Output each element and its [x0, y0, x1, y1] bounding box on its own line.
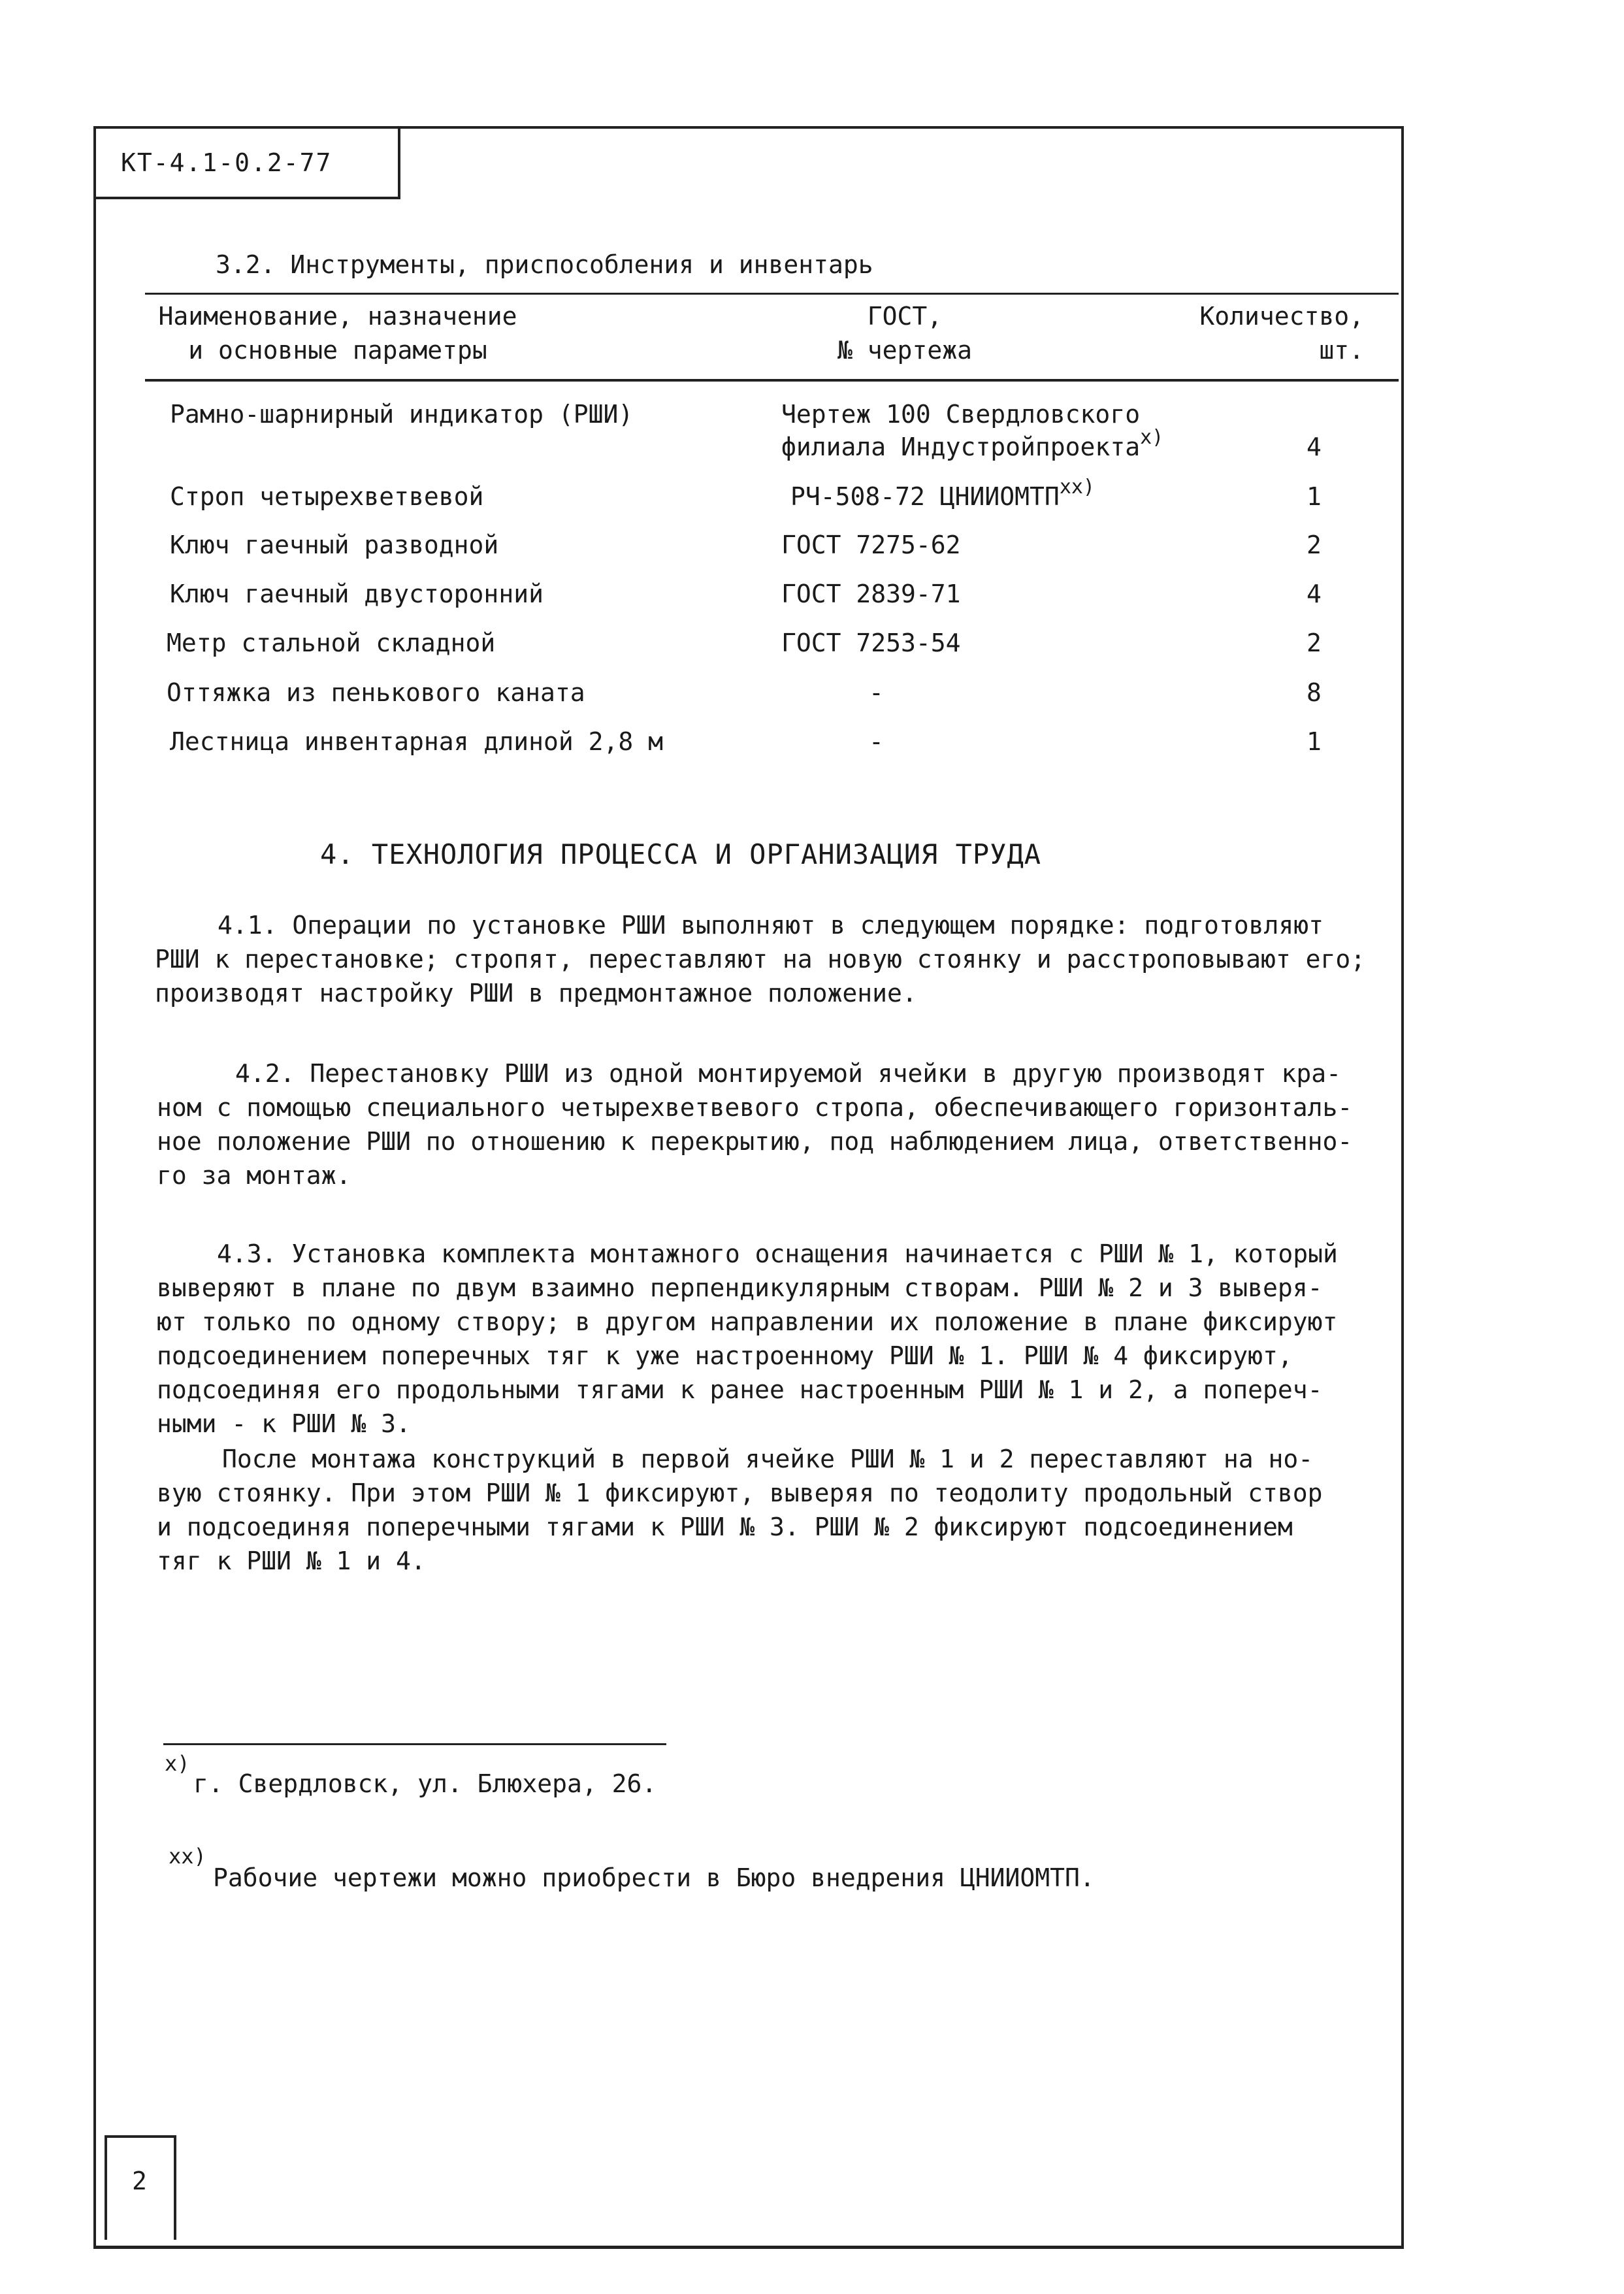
- row-qty: 4: [1307, 580, 1322, 608]
- header-name-line2: и основные параметры: [188, 336, 487, 365]
- table-header-rule: [145, 379, 1399, 382]
- header-qty-line1: Количество,: [1199, 302, 1364, 331]
- text-line: го за монтаж.: [157, 1161, 351, 1190]
- text-line: РШИ к перестановке; стропят, переставляют на новую стоянку и расстроповывают его;: [155, 945, 1366, 974]
- text-line: 4.1. Операции по установке РШИ выполняют в следующем порядке: подготовляют: [218, 911, 1324, 940]
- row-name: Ключ гаечный двусторонний: [170, 580, 544, 608]
- text-line: подсоединяя его продольными тягами к ранее настроенным РШИ № 1 и 2, а попереч-: [157, 1375, 1323, 1404]
- text-line: выверяют в плане по двум взаимно перпендикулярным створам. РШИ № 2 и 3 выверя-: [157, 1273, 1323, 1302]
- text-line: подсоединением поперечных тяг к уже настроенному РШИ № 1. РШИ № 4 фиксируют,: [157, 1341, 1293, 1370]
- row-gost: ГОСТ 7253-54: [781, 629, 961, 657]
- row-name: Оттяжка из пенькового каната: [167, 678, 585, 707]
- row-name: Строп четырехветвевой: [170, 482, 484, 511]
- text-line: и подсоединяя поперечными тягами к РШИ № 3. РШИ № 2 фиксируют подсоединением: [157, 1513, 1293, 1541]
- text-line: ными - к РШИ № 3.: [157, 1409, 411, 1438]
- text-line: 4.2. Перестановку РШИ из одной монтируемой ячейки в другую производят кра-: [235, 1059, 1341, 1088]
- header-qty-line2: шт.: [1319, 336, 1364, 365]
- document-code-box: КТ-4.1-0.2-77: [93, 126, 400, 199]
- row-gost: ГОСТ 7275-62: [781, 531, 961, 559]
- row-name: Рамно-шарнирный индикатор (РШИ): [170, 400, 634, 429]
- table-top-rule: [145, 293, 1399, 295]
- row-name: Метр стальной складной: [167, 629, 496, 657]
- page-number-box: 2: [105, 2135, 176, 2240]
- row-qty: 2: [1307, 629, 1322, 657]
- section-4-heading: 4. ТЕХНОЛОГИЯ ПРОЦЕССА И ОРГАНИЗАЦИЯ ТРУДА: [320, 838, 1042, 870]
- footnote-1-mark: x): [165, 1751, 190, 1776]
- footnote-ref-xx: xx): [1059, 476, 1095, 499]
- header-gost-line2: № чертежа: [837, 336, 972, 365]
- footnote-2-text: Рабочие чертежи можно приобрести в Бюро внедрения ЦНИИОМТП.: [213, 1863, 1095, 1892]
- text-line: тяг к РШИ № 1 и 4.: [157, 1547, 426, 1575]
- row-name: Лестница инвентарная длиной 2,8 м: [170, 727, 663, 756]
- paragraph-4-2: [157, 1057, 1352, 1192]
- row-qty: 1: [1307, 482, 1322, 511]
- row-gost: Чертеж 100 Свердловского: [781, 400, 1141, 429]
- row-gost: -: [869, 727, 884, 756]
- header-gost-line1: ГОСТ,: [867, 302, 943, 331]
- row-gost: РЧ-508-72 ЦНИИОМТП$^{xx)}$: [790, 476, 1095, 511]
- text-line: вую стоянку. При этом РШИ № 1 фиксируют, выверяя по теодолиту продольный створ: [157, 1479, 1323, 1507]
- row-qty: 8: [1307, 678, 1322, 707]
- row-qty: 2: [1307, 531, 1322, 559]
- row-name: Ключ гаечный разводной: [170, 531, 499, 559]
- section-3-2-title: 3.2. Инструменты, приспособления и инвентарь: [216, 250, 873, 279]
- footnote-ref-x: x): [1140, 426, 1164, 449]
- text-line: 4.3. Установка комплекта монтажного оснащения начинается с РШИ № 1, который: [217, 1239, 1338, 1268]
- row-gost-line2: филиала Индустройпроекта$^{x)}$: [781, 426, 1164, 461]
- paragraph-4-3: [157, 1237, 1338, 1441]
- text-line: ное положение РШИ по отношению к перекрытию, под наблюдением лица, ответственно-: [157, 1127, 1353, 1156]
- paragraph-4-1: [155, 908, 1365, 1010]
- paragraph-4-3-continued: [157, 1442, 1322, 1578]
- footnote-rule: [163, 1743, 666, 1745]
- text-line: ном с помощью специального четырехветвевого стропа, обеспечивающего горизонталь-: [157, 1093, 1353, 1122]
- footnote-2-mark: xx): [169, 1844, 206, 1869]
- text-line: После монтажа конструкций в первой ячейке РШИ № 1 и 2 переставляют на но-: [222, 1445, 1314, 1473]
- row-gost: -: [869, 678, 884, 707]
- text-line: ют только по одному створу; в другом направлении их положение в плане фиксируют: [157, 1307, 1338, 1336]
- row-gost: ГОСТ 2839-71: [781, 580, 961, 608]
- footnote-1-text: г. Свердловск, ул. Блюхера, 26.: [193, 1769, 657, 1798]
- header-name-line1: Наименование, назначение: [158, 302, 517, 331]
- row-qty: 1: [1307, 727, 1322, 756]
- row-qty: 4: [1307, 433, 1322, 461]
- text-line: производят настройку РШИ в предмонтажное положение.: [155, 979, 917, 1008]
